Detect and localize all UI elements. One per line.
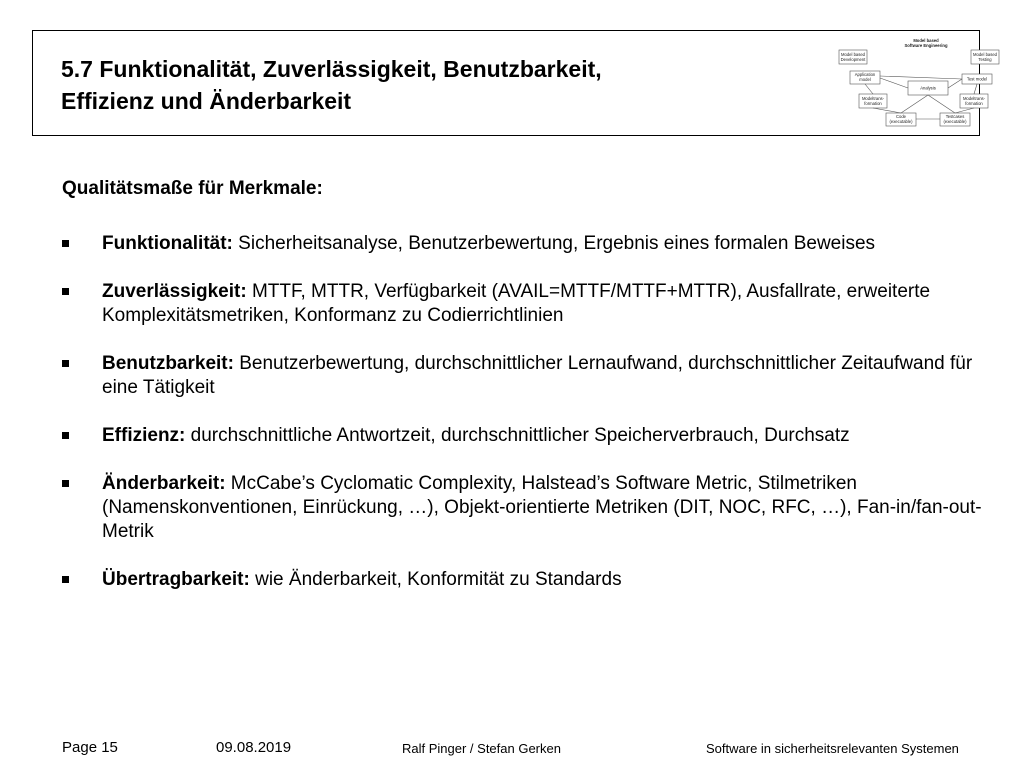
bullet-effizienz xyxy=(62,424,992,448)
diagram-box-mbt-2: Testing xyxy=(978,57,992,62)
diagram-title-line-1: Model based xyxy=(913,38,939,43)
diagram-box-transform-right-2: formation xyxy=(965,101,983,106)
square-bullet-icon xyxy=(62,576,69,583)
bullet-zuverlaessigkeit xyxy=(62,280,992,328)
square-bullet-icon xyxy=(62,432,69,439)
diagram-box-testcases-2: (executable) xyxy=(943,119,967,124)
diagram-box-code-1: Code xyxy=(895,114,907,119)
bullet-text: Benutzerbewertung, durchschnittlicher Lernaufwand, durchschnittlicher Zeitaufwand für eine Tätigkeit xyxy=(102,353,973,398)
bullet-aenderbarkeit xyxy=(62,472,992,544)
bullet-text: wie Änderbarkeit, Konformität zu Standards xyxy=(249,569,622,590)
title-box xyxy=(32,30,997,136)
bullet-text: durchschnittliche Antwortzeit, durchschnittlicher Speicherverbrauch, Durchsatz xyxy=(185,425,850,446)
bullet-uebertragbarkeit xyxy=(62,568,992,592)
section-heading: Qualitätsmaße für Merkmale: xyxy=(62,178,323,199)
square-bullet-icon xyxy=(62,480,69,487)
diagram-box-app-model-2: model xyxy=(859,77,871,82)
diagram-box-transform-left-2: formation xyxy=(864,101,882,106)
bullet-benutzbarkeit xyxy=(62,352,992,400)
diagram-box-code-2: (executable) xyxy=(889,119,913,124)
footer-date: 09.08.2019 xyxy=(216,739,292,756)
bullet-term: Funktionalität: xyxy=(102,233,233,254)
footer-authors: Ralf Pinger / Stefan Gerken xyxy=(402,741,561,756)
page-number: Page 15 xyxy=(62,739,118,756)
bullet-text: McCabe’s Cyclomatic Complexity, Halstead’s Software Metric, Stilmetriken (Namenskonventionen, Einrückung, …), Objekt-orientierte Metriken (DIT, NOC, RFC, …), Fan-in/fan-out-Metrik xyxy=(102,473,982,542)
quality-metrics-list xyxy=(62,232,992,616)
footer-course: Software in sicherheitsrelevanten Systemen xyxy=(706,741,959,756)
square-bullet-icon xyxy=(62,288,69,295)
bullet-term: Zuverlässigkeit: xyxy=(102,281,247,302)
diagram-box-mbt-1: Model based xyxy=(973,52,997,57)
diagram-box-testcases-1: Testcases xyxy=(945,114,965,119)
diagram-box-transform-right-1: Modeltrans- xyxy=(962,96,986,101)
diagram-box-transform-left-1: Modeltrans- xyxy=(861,96,885,101)
diagram-box-mbd-1: Model based xyxy=(841,52,865,57)
bullet-term: Benutzbarkeit: xyxy=(102,353,234,374)
bullet-term: Änderbarkeit: xyxy=(102,473,226,494)
diagram-title-line-2: Software Engineering xyxy=(904,43,948,48)
bullet-term: Effizienz: xyxy=(102,425,186,446)
bullet-text: Sicherheitsanalyse, Benutzerbewertung, Ergebnis eines formalen Beweises xyxy=(232,233,876,254)
diagram-box-app-model-1: Application xyxy=(854,72,876,77)
slide-title: 5.7 Funktionalität, Zuverlässigkeit, Benutzbarkeit, Effizienz und Änderbarkeit xyxy=(61,56,602,114)
bullet-term: Übertragbarkeit: xyxy=(102,569,250,590)
square-bullet-icon xyxy=(62,240,69,247)
bullet-text: MTTF, MTTR, Verfügbarkeit (AVAIL=MTTF/MTTF+MTTR), Ausfallrate, erweiterte Komplexitätsmetriken, Konformanz zu Codierrichtlinien xyxy=(102,281,931,326)
square-bullet-icon xyxy=(62,360,69,367)
bullet-funktionalitaet xyxy=(62,232,992,256)
diagram-box-mbd-2: Development xyxy=(840,57,866,62)
diagram-box-analysis: Analysis xyxy=(920,85,936,91)
mbse-diagram xyxy=(836,34,1016,134)
diagram-box-test-model: Test model xyxy=(966,76,988,82)
